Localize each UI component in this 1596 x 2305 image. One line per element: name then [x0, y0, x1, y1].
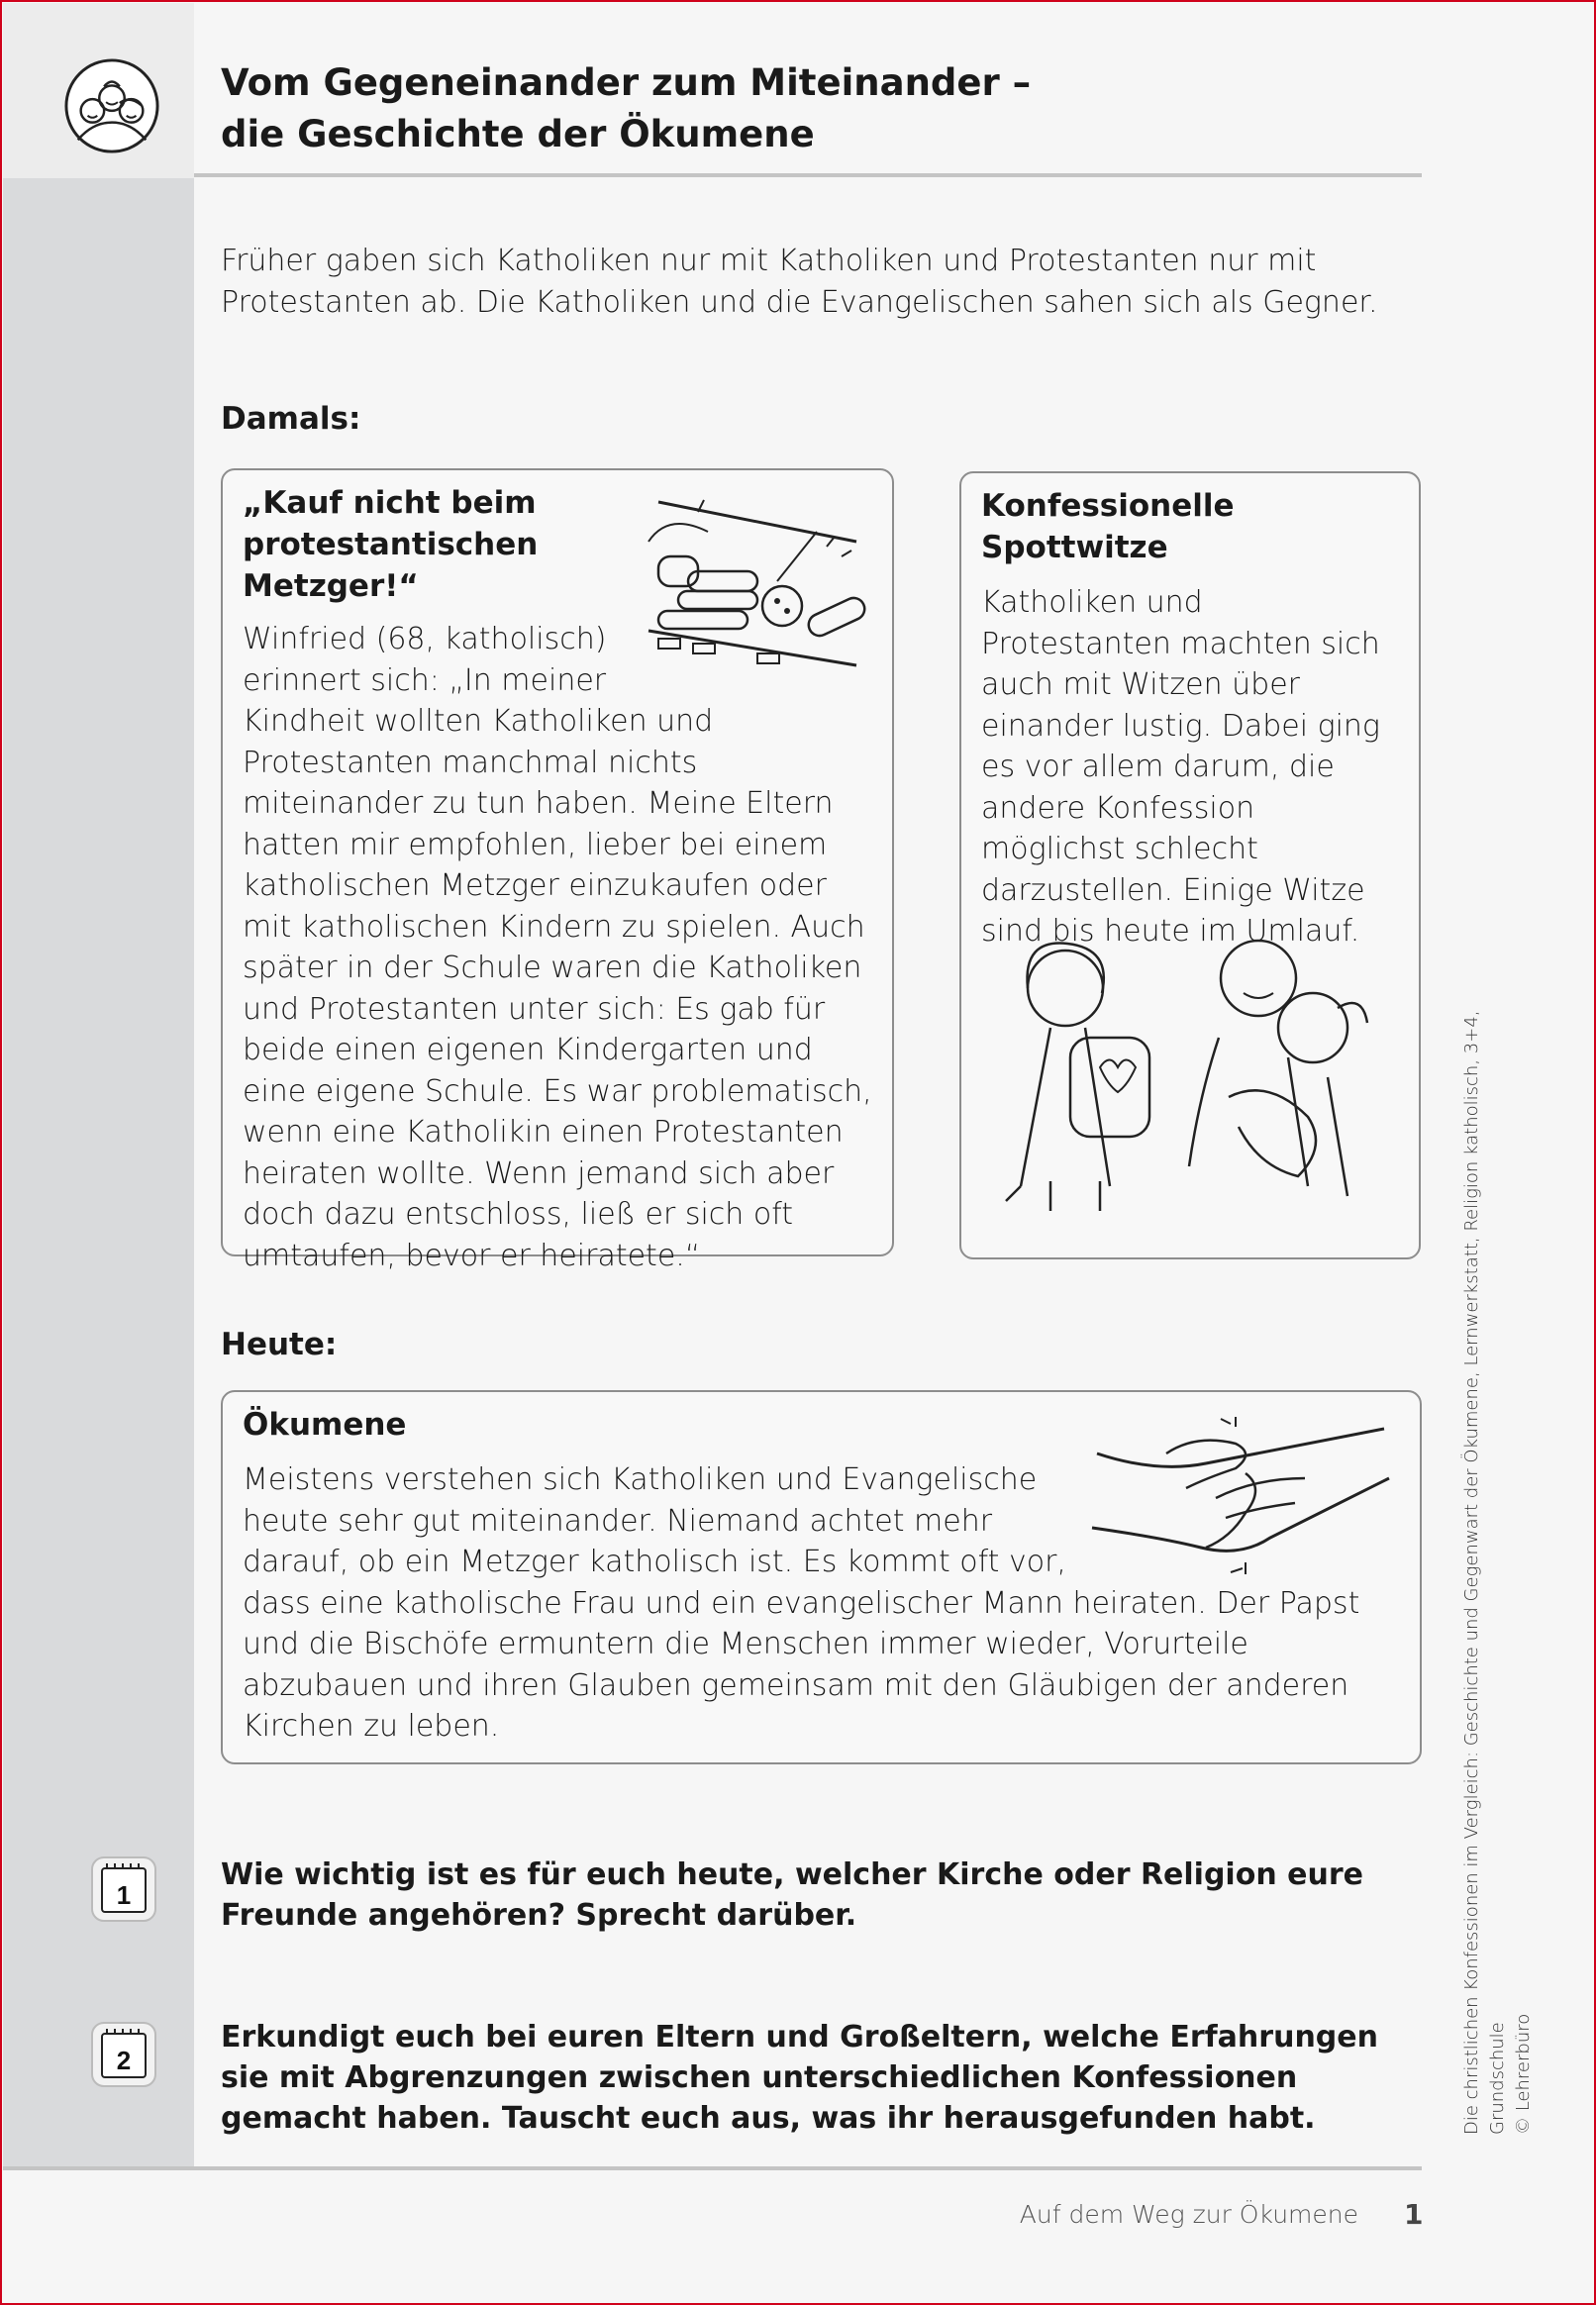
svg-text:1: 1 — [116, 1880, 132, 1910]
task-1-text: Wie wichtig ist es für euch heute, welcher Kirche oder Religion eure Freunde angehören? Sprecht darüber. — [221, 1857, 1363, 1933]
heute-label: Heute: — [221, 1327, 338, 1362]
header-divider — [194, 173, 1422, 177]
notepad-task-icon — [89, 1854, 158, 1924]
oekumene-box — [221, 1390, 1422, 1764]
jokes-box — [959, 471, 1421, 1259]
svg-text:2: 2 — [116, 2046, 132, 2075]
story-box — [221, 468, 894, 1273]
title-line-2: die Geschichte der Ökumene — [221, 113, 815, 155]
damals-label: Damals: — [221, 401, 361, 437]
story-text: Winfried (68, katholisch) erinnert sich: „In meiner Kindheit wollten Katholiken und Protestanten manchmal nichts miteinander zu tun haben. Meine Eltern hatten mir empfohlen, lieber bei einem katholischen Metzger einzukaufen oder mit katholischen Kindern zu spielen. Auch später in der Schule waren die Katholiken und Protestanten unter sich: Es gab für beide einen eigenen Kindergarten und eine eigene Schule. Es war problematisch, wenn eine Katholikin einen Protestanten heiraten wollte. Wenn jemand sich aber doch dazu entschloss, ließ er sich oft umtaufen, bevor er heiratete.“ — [243, 622, 872, 1273]
oekumene-title: Ökumene — [243, 1407, 407, 1443]
footer-text: Auf dem Weg zur Ökumene — [1019, 2200, 1358, 2229]
task-2-text: Erkundigt euch bei euren Eltern und Großeltern, welche Erfahrungen sie mit Abgrenzungen zwischen unterschiedlichen Konfessionen gemacht haben. Tauscht euch aus, was ihr herausgefunden habt. — [221, 2020, 1378, 2136]
notepad-task-icon — [89, 2020, 158, 2089]
children-logo-icon — [63, 57, 160, 154]
jokes-text: Katholiken und Protestanten machten sich auch mit Witzen über einander lustig. Dabei ging es vor allem darum, die andere Konfession möglichst schlecht darzustellen. Einige Witze sind bis heute im Umlauf. — [981, 585, 1380, 949]
page-number: 1 — [1404, 2198, 1424, 2231]
jokes-title: Konfessionelle Spottwitze — [981, 488, 1235, 565]
handshake-illustration — [1087, 1414, 1404, 1582]
intro-text: Früher gaben sich Katholiken nur mit Katholiken und Protestanten nur mit Protestanten ab. Die Katholiken und die Evangelischen sahen sich als Gegner. — [221, 244, 1378, 320]
oekumene-text: Meistens verstehen sich Katholiken und Evangelische heute sehr gut miteinander. Niemand achtet mehr darauf, ob ein Metzger katholisch ist. Es kommt oft vor, dass eine katholische Frau und ein evangelischer Mann heiraten. Der Papst und die Bischöfe ermuntern die Menschen immer wieder, Vorurteile abzubauen und ihren Glauben gemeinsam mit den Gläubigen der anderen Kirchen zu leben. — [243, 1462, 1360, 1744]
vertical-credit — [1459, 947, 1537, 2135]
butcher-counter-illustration — [639, 482, 876, 680]
title-line-1: Vom Gegeneinander zum Miteinander – — [221, 61, 1032, 104]
credit-line-2: © Lehrerbüro — [1513, 2013, 1534, 2135]
children-illustration — [991, 929, 1397, 1226]
story-title: „Kauf nicht beim protestantischen Metzger!“ — [243, 485, 539, 604]
credit-line-1: Die christlichen Konfessionen im Vergleich: Geschichte und Gegenwart der Ökumene, Lernwerkstatt, Religion katholisch, 3+4, Grundschule — [1461, 1010, 1508, 2135]
page-title — [221, 57, 1031, 160]
footer-divider — [3, 2166, 1422, 2170]
